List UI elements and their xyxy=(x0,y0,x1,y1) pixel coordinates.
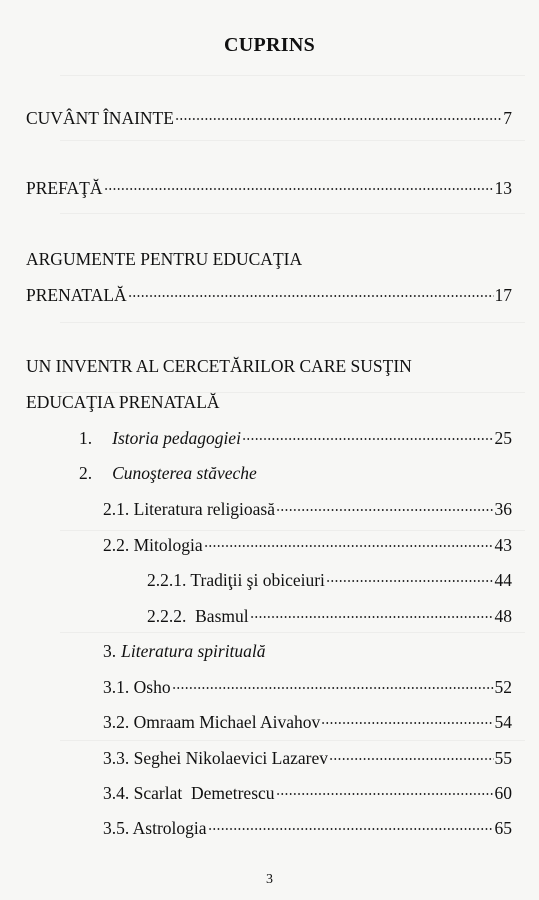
dot-leader xyxy=(204,544,494,548)
toc-entry-page: 55 xyxy=(494,748,512,768)
toc-entry-page: 17 xyxy=(494,285,512,305)
toc-entry-label: 3.1. Osho xyxy=(103,677,171,697)
toc-entry xyxy=(103,535,512,556)
dot-leader xyxy=(326,579,494,583)
toc-entry-page: 44 xyxy=(494,570,512,590)
toc-entry-page: 13 xyxy=(494,178,512,198)
page-number: 3 xyxy=(266,872,273,887)
toc-entry xyxy=(26,285,512,306)
dot-leader xyxy=(250,615,494,619)
toc-entry-page: 54 xyxy=(494,712,512,732)
toc-entry-label: Istoria pedagogiei xyxy=(112,428,241,448)
toc-entry-page: 60 xyxy=(494,783,512,803)
toc-entry-label: PREFAŢĂ xyxy=(26,178,103,198)
toc-subsection xyxy=(79,463,257,484)
bleed-through-line xyxy=(60,322,525,323)
section-heading-line2: EDUCAŢIA PRENATALĂ xyxy=(26,392,220,412)
toc-entry-label: 3.5. Astrologia xyxy=(103,818,207,838)
dot-leader xyxy=(175,117,502,121)
toc-entry-label: 2.2. Mitologia xyxy=(103,535,203,555)
dot-leader xyxy=(329,757,494,761)
toc-entry xyxy=(103,677,512,698)
toc-entry-label: CUVÂNT ÎNAINTE xyxy=(26,108,174,128)
dot-leader xyxy=(104,187,494,191)
toc-entry xyxy=(147,606,512,627)
bleed-through-line xyxy=(60,740,525,741)
bleed-through-line xyxy=(60,213,525,214)
toc-entry-label: Literatura spirituală xyxy=(121,641,266,661)
toc-entry-label: PRENATALĂ xyxy=(26,285,127,305)
toc-entry-page: 7 xyxy=(503,108,512,128)
toc-entry-number: 2. xyxy=(79,463,93,483)
page-title: CUPRINS xyxy=(224,34,315,56)
dot-leader xyxy=(128,294,494,298)
dot-leader xyxy=(276,508,493,512)
dot-leader xyxy=(321,721,493,725)
toc-entry-label: Cunoşterea stăveche xyxy=(112,463,257,483)
toc-entry-page: 36 xyxy=(494,499,512,519)
toc-entry-page: 52 xyxy=(494,677,512,697)
toc-entry-label-line1: ARGUMENTE PENTRU EDUCAŢIA xyxy=(26,249,303,269)
toc-entry xyxy=(147,570,512,591)
dot-leader xyxy=(276,792,494,796)
toc-entry-label: 3.3. Seghei Nikolaevici Lazarev xyxy=(103,748,328,768)
bleed-through-line xyxy=(60,632,525,633)
toc-entry-page: 48 xyxy=(494,606,512,626)
dot-leader xyxy=(172,686,494,690)
bleed-through-line xyxy=(60,75,525,76)
section-heading-line1: UN INVENTR AL CERCETĂRILOR CARE SUSŢIN xyxy=(26,356,412,376)
toc-entry xyxy=(79,428,512,449)
toc-entry-label: 3.2. Omraam Michael Aivahov xyxy=(103,712,321,732)
toc-entry-label: 2.1. Literatura religioasă xyxy=(103,499,276,519)
dot-leader xyxy=(242,437,494,441)
bleed-through-line xyxy=(60,140,525,141)
toc-entry-label: 2.2.1. Tradiţii şi obiceiuri xyxy=(147,570,325,590)
toc-entry xyxy=(103,818,512,839)
toc-entry-label: 3.4. Scarlat Demetrescu xyxy=(103,783,275,803)
toc-entry-label: 2.2.2. Basmul xyxy=(147,606,249,626)
toc-entry xyxy=(26,108,512,129)
toc-entry xyxy=(103,499,512,520)
toc-entry xyxy=(103,748,512,769)
toc-entry-page: 65 xyxy=(494,818,512,838)
toc-entry xyxy=(103,712,512,733)
dot-leader xyxy=(208,827,494,831)
toc-entry xyxy=(26,178,512,199)
bleed-through-line xyxy=(60,530,525,531)
toc-entry-number: 3. xyxy=(103,641,117,661)
toc-entry-page: 43 xyxy=(494,535,512,555)
toc-entry xyxy=(103,783,512,804)
toc-subsection xyxy=(103,641,266,662)
toc-entry-page: 25 xyxy=(494,428,512,448)
toc-entry-number: 1. xyxy=(79,428,93,448)
